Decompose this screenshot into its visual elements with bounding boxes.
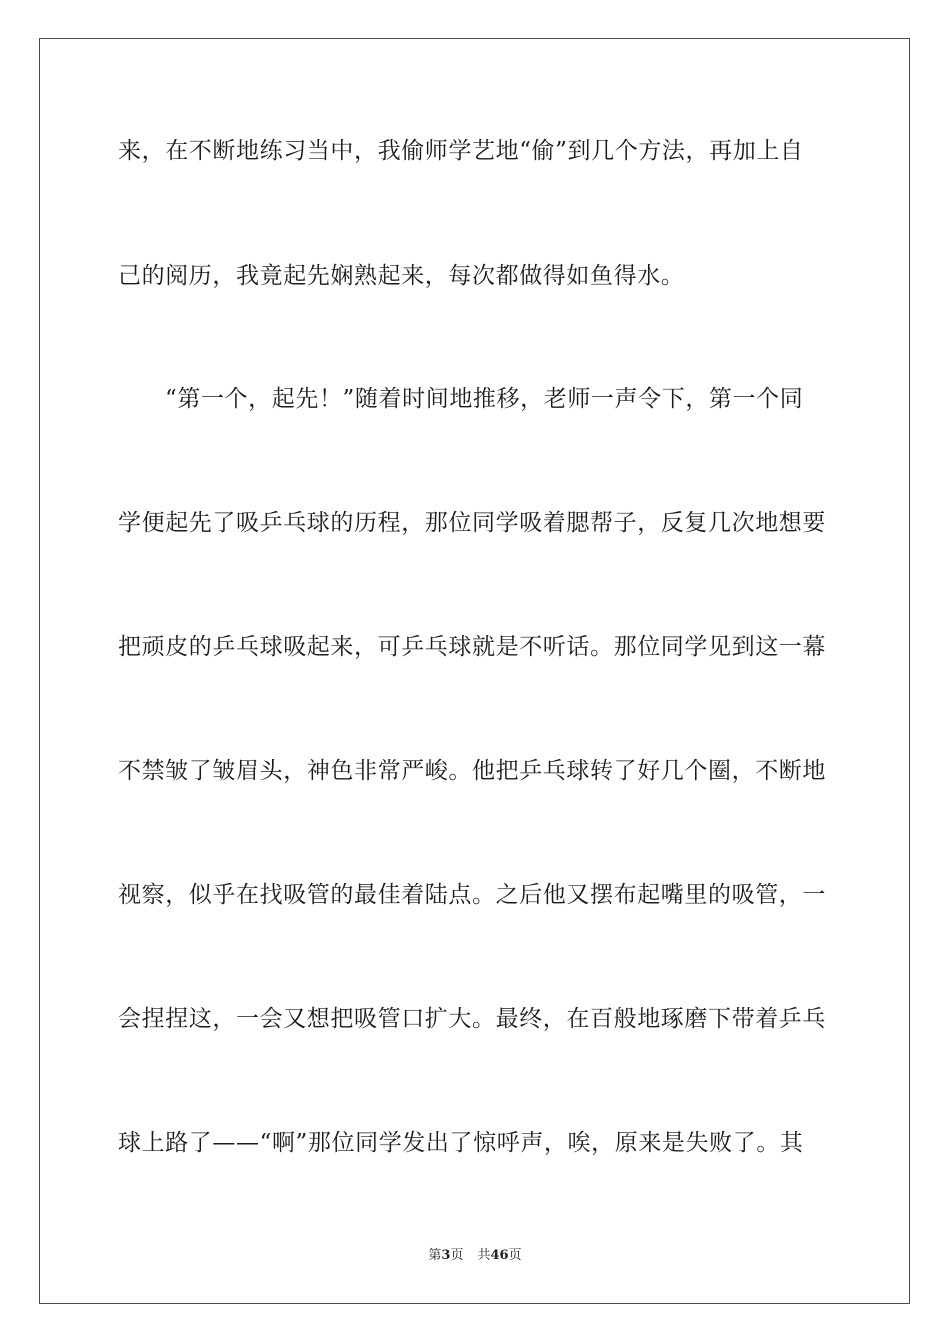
page-suffix: 页 bbox=[450, 1248, 464, 1263]
paragraph-start-line: “第一个，起先！”随着时间地推移，老师一声令下，第一个同 bbox=[165, 386, 804, 412]
text-line-5: 把顽皮的乒乓球吸起来，可乒乓球就是不听话。那位同学见到这一幕 bbox=[118, 634, 826, 660]
total-prefix: 共 bbox=[477, 1248, 491, 1263]
page-prefix: 第 bbox=[428, 1248, 442, 1263]
page-footer bbox=[0, 1247, 950, 1265]
text-line-8: 会捏捏这，一会又想把吸管口扩大。最终，在百般地琢磨下带着乒乓 bbox=[118, 1006, 826, 1032]
total-suffix: 页 bbox=[508, 1248, 522, 1263]
total-pages: 46 bbox=[490, 1248, 509, 1263]
text-line-2: 己的阅历，我竟起先娴熟起来，每次都做得如鱼得水。 bbox=[118, 263, 685, 289]
page-border bbox=[39, 38, 910, 1304]
page-number: 3 bbox=[441, 1248, 451, 1263]
text-line-6: 不禁皱了皱眉头，神色非常严峻。他把乒乓球转了好几个圈，不断地 bbox=[118, 758, 826, 784]
text-line-7: 视察，似乎在找吸管的最佳着陆点。之后他又摆布起嘴里的吸管，一 bbox=[118, 882, 826, 908]
text-line-4: 学便起先了吸乒乓球的历程，那位同学吸着腮帮子，反复几次地想要 bbox=[118, 510, 826, 536]
text-line-9: 球上路了——“啊”那位同学发出了惊呼声，唉，原来是失败了。其 bbox=[118, 1130, 804, 1156]
text-line-1: 来，在不断地练习当中，我偷师学艺地“偷”到几个方法，再加上自 bbox=[118, 138, 804, 164]
